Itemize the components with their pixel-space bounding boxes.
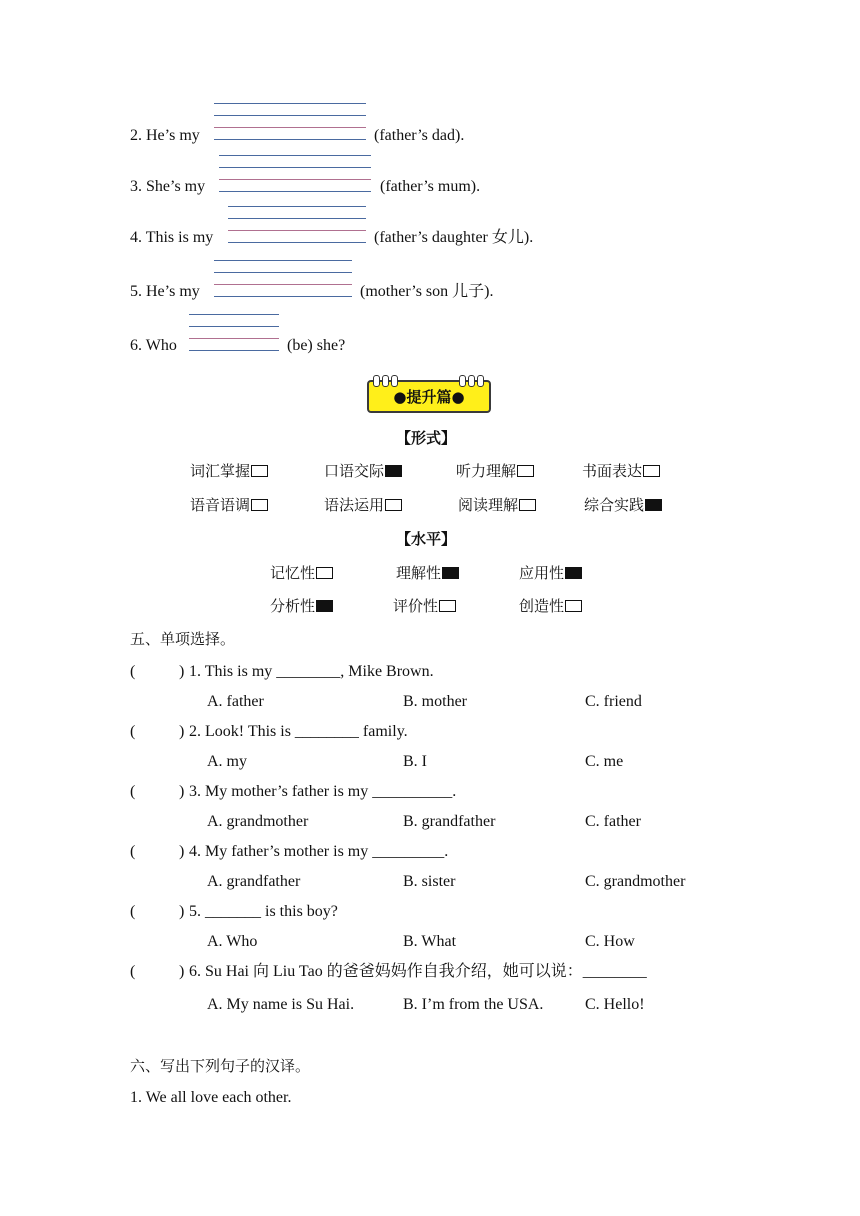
answer-paren-open: ( [130, 723, 136, 740]
fill-in-prefix: 3. She’s my [130, 178, 206, 195]
checkbox-icon[interactable] [251, 465, 268, 477]
form-item: 听力理解 [456, 460, 534, 481]
question-text: 3. My mother’s father is my __________. [189, 783, 457, 800]
checkbox-icon[interactable] [643, 465, 660, 477]
fill-in-prefix: 5. He’s my [130, 283, 200, 300]
banner-label: ●提升篇● [393, 388, 465, 406]
form-item: 语音语调 [190, 494, 268, 515]
answer-paren-close: ) [179, 963, 185, 980]
answer-paren-close: ) [179, 723, 185, 740]
answer-paren-close: ) [179, 843, 185, 860]
translation-item: 1. We all love each other. [130, 1089, 292, 1106]
level-section-title: 【水平】 [396, 530, 457, 548]
level-item: 分析性 [270, 595, 333, 616]
fill-in-prefix: 2. He’s my [130, 127, 200, 144]
checkbox-icon[interactable] [517, 465, 534, 477]
fill-in-hint: (father’s dad). [374, 127, 465, 144]
question-text: 2. Look! This is ________ family. [189, 723, 408, 740]
checkbox-icon[interactable] [316, 567, 333, 579]
answer-paren-close: ) [179, 783, 185, 800]
notebook-rings-icon [369, 375, 489, 387]
writing-blank[interactable] [219, 155, 371, 195]
option-c[interactable]: C. friend [585, 693, 642, 710]
fill-in-prefix: 6. Who [130, 337, 177, 354]
option-a[interactable]: A. My name is Su Hai. [207, 996, 355, 1013]
answer-paren-close: ) [179, 903, 185, 920]
checkbox-icon[interactable] [251, 499, 268, 511]
writing-blank[interactable] [228, 206, 366, 246]
checkbox-checked-icon[interactable] [645, 499, 662, 511]
form-item: 语法运用 [324, 494, 402, 515]
option-b[interactable]: B. grandfather [403, 813, 496, 830]
option-a[interactable]: A. father [207, 693, 264, 710]
level-item: 记忆性 [270, 562, 333, 583]
option-b[interactable]: B. What [403, 933, 457, 950]
form-item: 阅读理解 [458, 494, 536, 515]
checkbox-checked-icon[interactable] [385, 465, 402, 477]
answer-paren-open: ( [130, 903, 136, 920]
question-text: 5. _______ is this boy? [189, 903, 338, 920]
answer-paren-close: ) [179, 663, 185, 680]
checkbox-icon[interactable] [439, 600, 456, 612]
fill-in-prefix: 4. This is my [130, 229, 214, 246]
writing-blank[interactable] [214, 260, 352, 300]
form-item: 综合实践 [584, 494, 662, 515]
answer-paren-open: ( [130, 963, 136, 980]
section6-title: 六、写出下列句子的汉译。 [130, 1057, 311, 1075]
form-item: 书面表达 [582, 460, 660, 481]
question-text: 4. My father’s mother is my _________. [189, 843, 449, 860]
section-banner [367, 380, 491, 413]
option-c[interactable]: C. Hello! [585, 996, 645, 1013]
writing-blank[interactable] [189, 314, 279, 354]
fill-in-hint: (mother’s son 儿子). [360, 283, 494, 300]
level-item: 应用性 [519, 562, 582, 583]
checkbox-icon[interactable] [519, 499, 536, 511]
level-item: 理解性 [396, 562, 459, 583]
form-section-title: 【形式】 [396, 429, 457, 447]
option-a[interactable]: A. my [207, 753, 247, 770]
level-item: 创造性 [519, 595, 582, 616]
section5-title: 五、单项选择。 [130, 630, 236, 648]
option-b[interactable]: B. mother [403, 693, 467, 710]
option-b[interactable]: B. I’m from the USA. [403, 996, 544, 1013]
question-text: 6. Su Hai 向 Liu Tao 的爸爸妈妈作自我介绍，她可以说：________ [189, 963, 647, 980]
answer-paren-open: ( [130, 783, 136, 800]
answer-paren-open: ( [130, 663, 136, 680]
option-a[interactable]: A. Who [207, 933, 258, 950]
option-a[interactable]: A. grandmother [207, 813, 309, 830]
option-c[interactable]: C. How [585, 933, 635, 950]
option-c[interactable]: C. father [585, 813, 641, 830]
checkbox-checked-icon[interactable] [442, 567, 459, 579]
fill-in-hint: (father’s daughter 女儿). [374, 229, 534, 246]
fill-in-hint: (be) she? [287, 337, 346, 354]
answer-paren-open: ( [130, 843, 136, 860]
option-c[interactable]: C. grandmother [585, 873, 686, 890]
form-item: 词汇掌握 [190, 460, 268, 481]
checkbox-checked-icon[interactable] [316, 600, 333, 612]
checkbox-icon[interactable] [385, 499, 402, 511]
fill-in-hint: (father’s mum). [380, 178, 481, 195]
option-b[interactable]: B. I [403, 753, 427, 770]
writing-blank[interactable] [214, 103, 366, 143]
option-a[interactable]: A. grandfather [207, 873, 301, 890]
option-b[interactable]: B. sister [403, 873, 456, 890]
option-c[interactable]: C. me [585, 753, 624, 770]
question-text: 1. This is my ________, Mike Brown. [189, 663, 434, 680]
checkbox-icon[interactable] [565, 600, 582, 612]
form-item: 口语交际 [324, 460, 402, 481]
level-item: 评价性 [393, 595, 456, 616]
checkbox-checked-icon[interactable] [565, 567, 582, 579]
